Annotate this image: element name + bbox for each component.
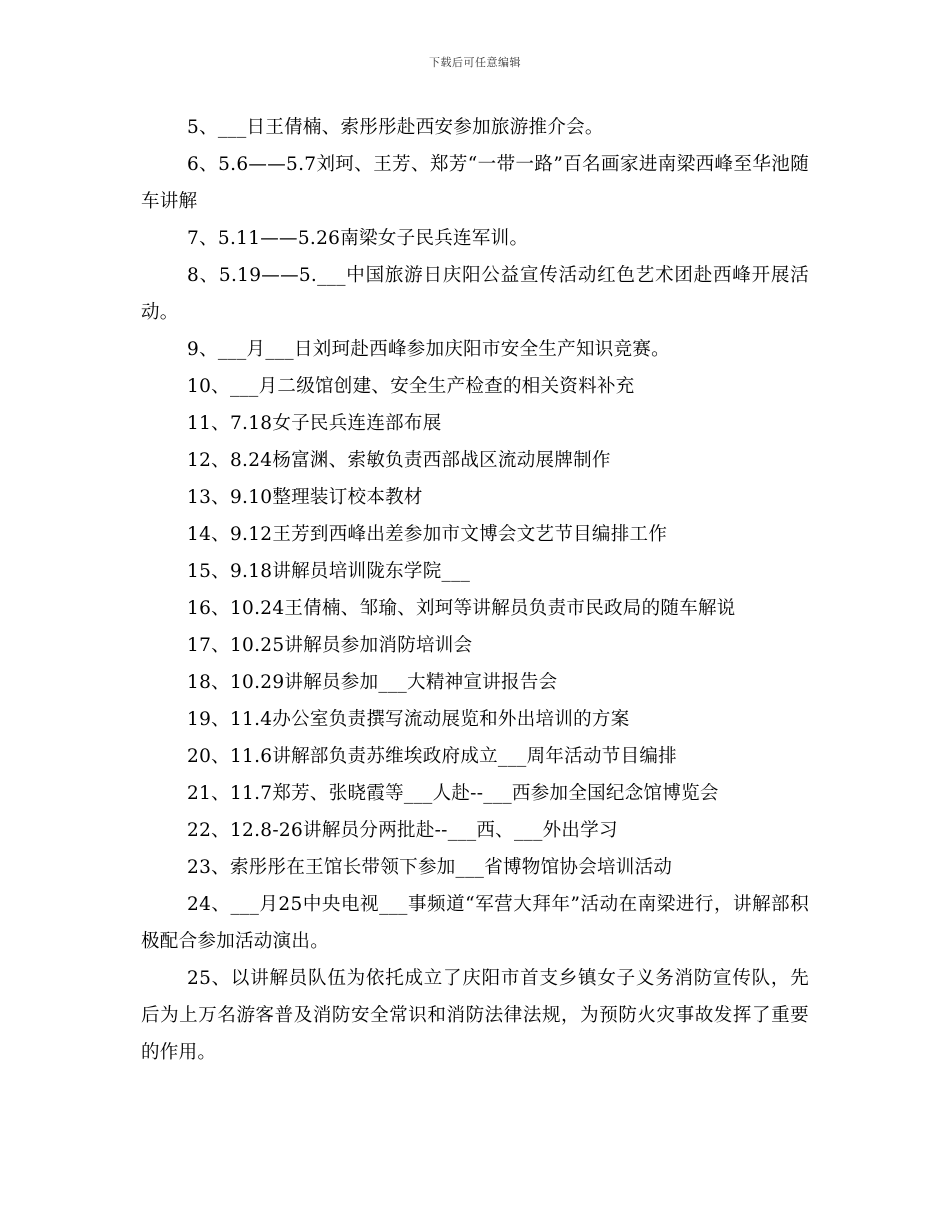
list-item: 24、___月25中央电视___事频道“军营大拜年”活动在南梁进行，讲解部积极配合参加活动演出。 (141, 894, 809, 952)
list-item: 23、索彤彤在王馆长带领下参加___省博物馆协会培训活动 (187, 857, 673, 878)
list-item: 14、9.12王芳到西峰出差参加市文博会文艺节目编排工作 (187, 524, 668, 545)
list-item: 8、5.19——5.___中国旅游日庆阳公益宣传活动红色艺术团赴西峰开展活动。 (141, 265, 809, 323)
list-item: 9、___月___日刘珂赴西峰参加庆阳市安全生产知识竞赛。 (187, 339, 670, 360)
list-item: 18、10.29讲解员参加___大精神宣讲报告会 (187, 672, 558, 693)
list-item: 15、9.18讲解员培训陇东学院___ (187, 561, 471, 582)
list-item: 16、10.24王倩楠、邹瑜、刘珂等讲解员负责市民政局的随车解说 (187, 598, 736, 619)
list-item: 13、9.10整理装订校本教材 (187, 487, 423, 508)
list-item: 6、5.6——5.7刘珂、王芳、郑芳“一带一路”百名画家进南梁西峰至华池随车讲解 (141, 154, 809, 212)
list-item: 5、___日王倩楠、索彤彤赴西安参加旅游推介会。 (187, 117, 604, 138)
list-item: 17、10.25讲解员参加消防培训会 (187, 635, 473, 656)
list-item: 22、12.8-26讲解员分两批赴--___西、___外出学习 (187, 820, 618, 841)
document-body (141, 109, 809, 1071)
list-item: 19、11.4办公室负责撰写流动展览和外出培训的方案 (187, 709, 630, 730)
list-item: 25、以讲解员队伍为依托成立了庆阳市首支乡镇女子义务消防宣传队，先后为上万名游客普及消防安全常识和消防法律法规，为预防火灾事故发挥了重要的作用。 (141, 968, 809, 1063)
list-item: 21、11.7郑芳、张晓霞等___人赴--___西参加全国纪念馆博览会 (187, 783, 719, 804)
list-item: 20、11.6讲解部负责苏维埃政府成立___周年活动节目编排 (187, 746, 677, 767)
list-item: 12、8.24杨富渊、索敏负责西部战区流动展牌制作 (187, 450, 611, 471)
list-item: 10、___月二级馆创建、安全生产检查的相关资料补充 (187, 376, 635, 397)
list-item: 7、5.11——5.26南梁女子民兵连军训。 (187, 228, 529, 249)
list-item: 11、7.18女子民兵连连部布展 (187, 413, 442, 434)
page-header: 下载后可任意编辑 (429, 56, 521, 69)
